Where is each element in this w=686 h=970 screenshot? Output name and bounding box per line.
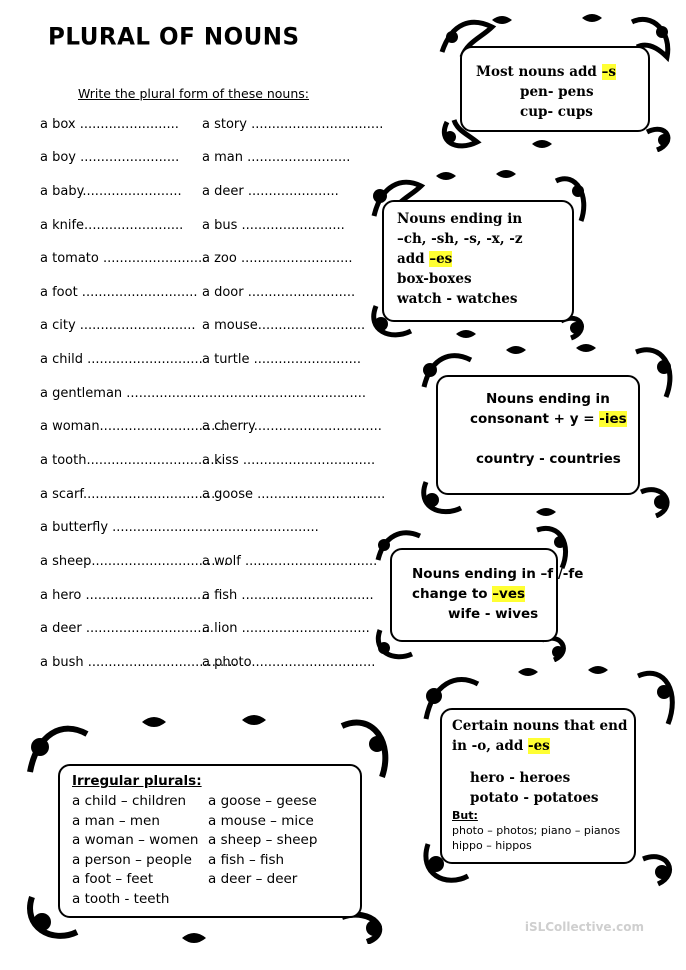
irregular-left-column [72, 792, 199, 909]
irregular-item: a woman – women [72, 832, 199, 848]
irregular-item: a child – children [72, 793, 187, 809]
noun-b: a wolf ................................ [202, 554, 378, 569]
noun-a: a tooth................................. [40, 453, 223, 468]
rule4-text: change to [412, 586, 493, 602]
rule5-line1: Certain nouns that end [452, 718, 628, 734]
rule-card-add-ves [390, 548, 584, 642]
irregular-item: a deer – deer [208, 871, 298, 887]
rule3-highlight: -ies [599, 411, 627, 427]
noun-b: a man ......................... [202, 150, 351, 165]
noun-a: a child ............................ [40, 352, 203, 367]
rule5-exception-1: photo – photos; piano – pianos [452, 824, 621, 837]
irregular-item: a foot – feet [72, 871, 154, 887]
noun-b: a goose ............................... [202, 487, 386, 502]
irregular-item: a goose – geese [208, 793, 317, 809]
irregular-heading: Irregular plurals: [72, 773, 202, 789]
rule4-line1: Nouns ending in –f /-fe [412, 566, 584, 582]
noun-b: a deer ...................... [202, 184, 339, 199]
noun-a: a gentleman .......................................................... [40, 386, 366, 401]
page-title: PLURAL OF NOUNS [48, 23, 300, 51]
irregular-item: a man – men [72, 812, 160, 829]
rule4-line2 [392, 584, 556, 604]
noun-b: a photo.............................. [202, 655, 376, 670]
noun-a: a scarf................................. [40, 487, 220, 502]
rule3-text: consonant + y = [470, 411, 600, 427]
irregular-item: a tooth - teeth [72, 890, 170, 907]
rule4-highlight: –ves [492, 586, 526, 602]
rule-card-o-es [440, 708, 636, 864]
noun-a: a baby........................ [40, 184, 182, 199]
rule3-example: country - countries [476, 451, 621, 467]
rule-card-add-s [460, 46, 650, 132]
noun-a: a woman............................... [40, 419, 228, 434]
noun-b: a door .......................... [202, 285, 356, 300]
rule5-line2 [442, 736, 634, 756]
rule5-text: in -o, add [452, 738, 528, 754]
noun-b: a story ................................ [202, 117, 384, 132]
rule-card-add-ies [436, 375, 640, 495]
noun-b: a bus ......................... [202, 218, 345, 233]
rule2-text: add [397, 251, 430, 267]
noun-a: a tomato ......................... [40, 251, 207, 266]
noun-a: a boy ........................ [40, 150, 180, 165]
rule5-exception-2: hippo – hippos [452, 839, 532, 852]
irregular-plurals-card [58, 764, 362, 918]
rule5-but-label: But: [452, 809, 478, 822]
rule1-text: Most nouns add [476, 64, 602, 80]
irregular-item: a person – people [72, 851, 192, 868]
rule3-line2 [438, 409, 638, 429]
noun-a: a deer ............................... [40, 621, 214, 636]
noun-b: a zoo ........................... [202, 251, 353, 266]
noun-a: a butterfly .................................................. [40, 520, 319, 535]
irregular-item: a mouse – mice [208, 812, 314, 829]
noun-b: a kiss ................................ [202, 453, 376, 468]
rule1-example-1: pen- pens [520, 84, 594, 100]
rule3-line1: Nouns ending in [486, 391, 610, 407]
rule1-line1 [462, 48, 648, 82]
noun-a: a foot ............................ [40, 285, 198, 300]
irregular-right-column [208, 792, 317, 890]
irregular-item: a fish – fish [208, 851, 285, 868]
noun-b: a cherry............................... [202, 419, 382, 434]
rule2-example-2: watch - watches [397, 291, 518, 307]
rule5-example-2: potato - potatoes [470, 790, 599, 806]
noun-b: a fish ................................ [202, 588, 374, 603]
instruction: Write the plural form of these nouns: [78, 86, 310, 101]
rule2-line3 [384, 249, 572, 269]
noun-a: a city ............................ [40, 318, 196, 333]
rule2-line1: Nouns ending in [397, 211, 523, 227]
rule4-example: wife - wives [448, 606, 539, 622]
noun-b: a lion ............................... [202, 621, 370, 636]
noun-b: a turtle .......................... [202, 352, 362, 367]
rule1-example-2: cup- cups [520, 104, 593, 120]
rule2-highlight: –es [429, 251, 453, 267]
noun-a: a box ........................ [40, 117, 179, 132]
rule1-highlight: –s [601, 64, 616, 80]
noun-a: a hero .............................. [40, 588, 210, 603]
noun-a: a knife........................ [40, 218, 184, 233]
noun-a: a sheep................................. [40, 554, 228, 569]
rule5-example-1: hero - heroes [470, 770, 571, 786]
rule2-line2: –ch, -sh, -s, -x, -z [397, 231, 523, 247]
rule2-example-1: box-boxes [397, 271, 472, 287]
rule5-highlight: -es [527, 738, 550, 754]
noun-a: a bush .................................... [40, 655, 237, 670]
watermark: iSLCollective.com [524, 920, 644, 934]
noun-b: a mouse.......................... [202, 318, 366, 333]
irregular-item: a sheep – sheep [208, 832, 318, 848]
rule-card-add-es [382, 200, 574, 322]
